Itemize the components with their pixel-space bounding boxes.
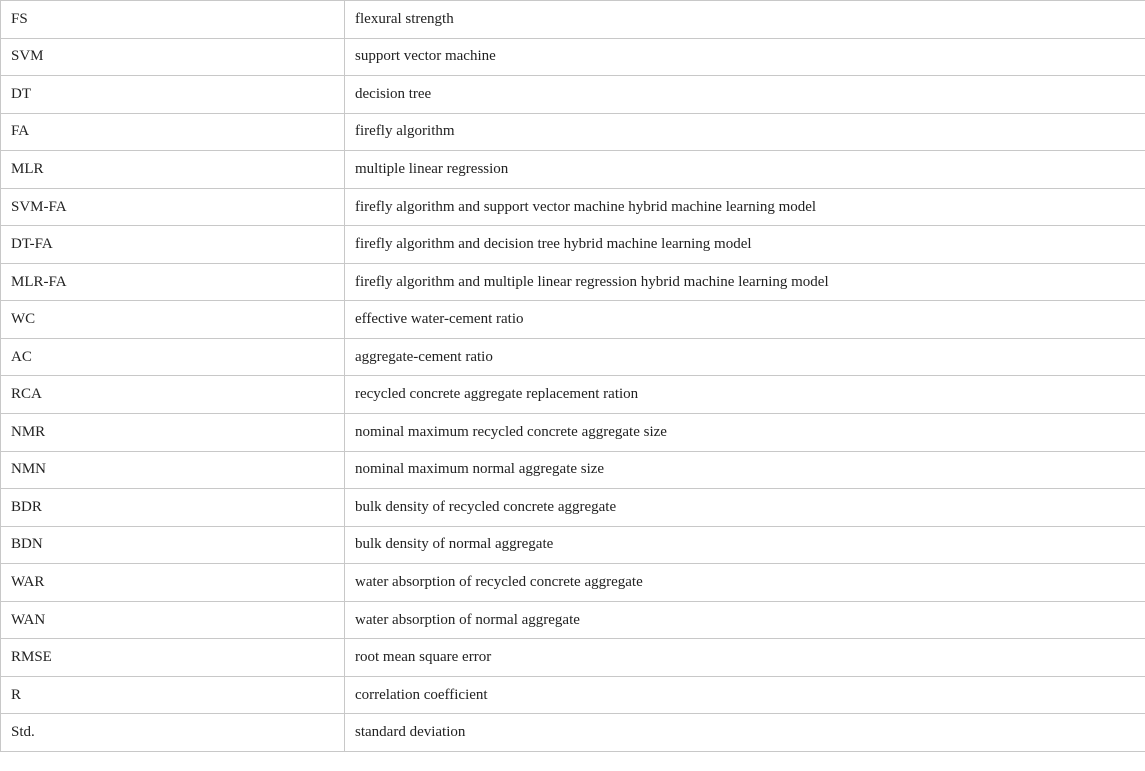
table-row xyxy=(1,414,1145,452)
definition-cell: firefly algorithm and support vector machine hybrid machine learning model xyxy=(345,188,1145,226)
abbreviation-cell: MLR xyxy=(1,151,345,189)
table-row xyxy=(1,263,1145,301)
definition-cell: flexural strength xyxy=(345,1,1145,39)
abbreviation-cell: MLR-FA xyxy=(1,263,345,301)
abbreviation-cell: WAR xyxy=(1,564,345,602)
abbreviation-cell: BDN xyxy=(1,526,345,564)
abbreviation-cell: AC xyxy=(1,338,345,376)
abbreviation-cell: WC xyxy=(1,301,345,339)
table-row xyxy=(1,38,1145,76)
abbreviation-cell: RCA xyxy=(1,376,345,414)
definition-cell: root mean square error xyxy=(345,639,1145,677)
abbreviation-cell: FA xyxy=(1,113,345,151)
definition-cell: nominal maximum normal aggregate size xyxy=(345,451,1145,489)
abbreviation-cell: SVM xyxy=(1,38,345,76)
abbreviation-cell: DT xyxy=(1,76,345,114)
abbreviation-cell: NMN xyxy=(1,451,345,489)
definition-cell: firefly algorithm and decision tree hybrid machine learning model xyxy=(345,226,1145,264)
table-row xyxy=(1,151,1145,189)
abbreviation-cell: Std. xyxy=(1,714,345,752)
table-row xyxy=(1,526,1145,564)
table-row xyxy=(1,564,1145,602)
abbreviation-cell: NMR xyxy=(1,414,345,452)
abbreviation-cell: DT-FA xyxy=(1,226,345,264)
definition-cell: firefly algorithm and multiple linear regression hybrid machine learning model xyxy=(345,263,1145,301)
abbreviation-cell: WAN xyxy=(1,601,345,639)
table-row xyxy=(1,639,1145,677)
definition-cell: bulk density of normal aggregate xyxy=(345,526,1145,564)
definition-cell: recycled concrete aggregate replacement ration xyxy=(345,376,1145,414)
abbreviation-cell: FS xyxy=(1,1,345,39)
table-row xyxy=(1,1,1145,39)
table-row xyxy=(1,188,1145,226)
table-row xyxy=(1,489,1145,527)
definition-cell: aggregate-cement ratio xyxy=(345,338,1145,376)
table-row xyxy=(1,451,1145,489)
definition-cell: nominal maximum recycled concrete aggregate size xyxy=(345,414,1145,452)
table-row xyxy=(1,676,1145,714)
table-row xyxy=(1,113,1145,151)
table-row xyxy=(1,76,1145,114)
definition-cell: decision tree xyxy=(345,76,1145,114)
definition-cell: multiple linear regression xyxy=(345,151,1145,189)
abbreviation-cell: RMSE xyxy=(1,639,345,677)
table-row xyxy=(1,714,1145,752)
definition-cell: bulk density of recycled concrete aggregate xyxy=(345,489,1145,527)
abbreviation-cell: BDR xyxy=(1,489,345,527)
table-row xyxy=(1,376,1145,414)
definition-cell: water absorption of normal aggregate xyxy=(345,601,1145,639)
abbreviations-table-body xyxy=(1,1,1145,752)
table-row xyxy=(1,226,1145,264)
definition-cell: support vector machine xyxy=(345,38,1145,76)
table-row xyxy=(1,601,1145,639)
definition-cell: standard deviation xyxy=(345,714,1145,752)
definition-cell: correlation coefficient xyxy=(345,676,1145,714)
table-row xyxy=(1,301,1145,339)
table-row xyxy=(1,338,1145,376)
definition-cell: water absorption of recycled concrete aggregate xyxy=(345,564,1145,602)
abbreviation-cell: R xyxy=(1,676,345,714)
definition-cell: effective water-cement ratio xyxy=(345,301,1145,339)
definition-cell: firefly algorithm xyxy=(345,113,1145,151)
abbreviation-cell: SVM-FA xyxy=(1,188,345,226)
